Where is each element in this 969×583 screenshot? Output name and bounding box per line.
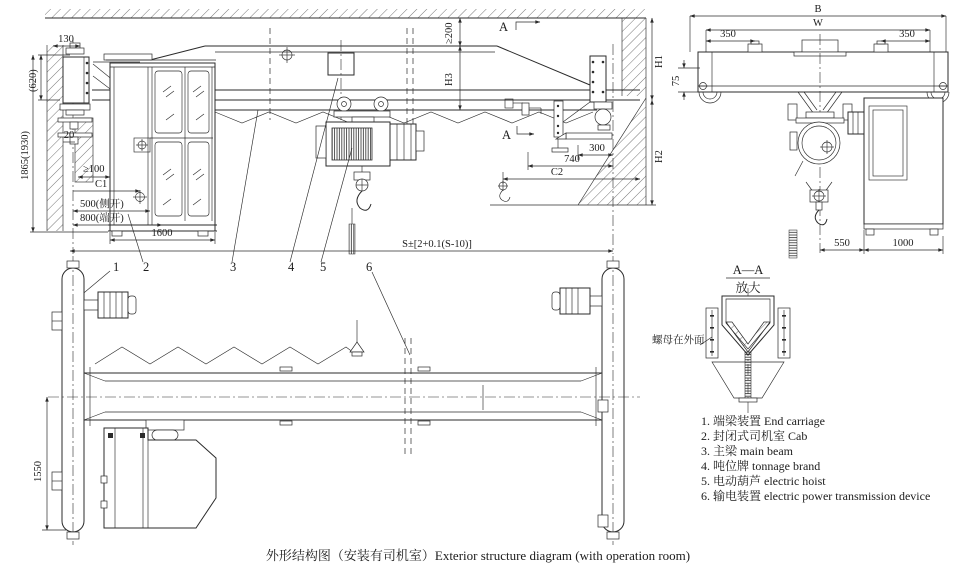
legend-item-3: 3. 主梁 main beam bbox=[701, 444, 793, 458]
side-elevation-view bbox=[20, 9, 665, 254]
legend-item-1: 1. 端梁装置 End carriage bbox=[701, 414, 825, 428]
cable-drum bbox=[332, 128, 372, 160]
festoon-wire-plan bbox=[95, 320, 364, 364]
dim-130: 130 bbox=[58, 34, 74, 45]
part-number-4: 4 bbox=[288, 260, 295, 274]
dim-1600: 1600 bbox=[151, 228, 173, 239]
dim-500: 500(侧开) bbox=[80, 199, 124, 210]
cable-coil bbox=[789, 230, 797, 258]
plan-view-dimensions bbox=[33, 397, 66, 530]
dim-1865: 1865(1930) bbox=[20, 131, 31, 180]
drawing-caption: 外形结构图（安装有司机室）Exterior structure diagram (with operation room) bbox=[265, 548, 691, 563]
electric-hoist-end-view bbox=[788, 92, 874, 258]
ceiling-hatch bbox=[45, 9, 646, 18]
hoist-motor bbox=[390, 124, 416, 160]
dim-800: 800(端开) bbox=[80, 213, 124, 224]
dim-h3: H3 bbox=[444, 73, 455, 86]
dim-c2: C2 bbox=[550, 167, 564, 178]
dim-h1: H1 bbox=[654, 55, 665, 68]
dim-h2: H2 bbox=[654, 150, 665, 163]
dim-1000: 1000 bbox=[892, 238, 914, 249]
dim-300: 300 bbox=[589, 143, 605, 154]
cab-end-view bbox=[864, 98, 943, 235]
plan-view bbox=[33, 256, 640, 545]
section-detail-note: 螺母在外面 bbox=[652, 335, 705, 346]
legend-item-5: 5. 电动葫芦 electric hoist bbox=[701, 474, 826, 488]
electric-hoist-side bbox=[316, 97, 424, 210]
dim-550: 550 bbox=[834, 238, 850, 249]
dim-350-left: 350 bbox=[720, 29, 736, 40]
legend bbox=[701, 413, 930, 503]
part-number-2: 2 bbox=[143, 260, 150, 274]
festoon-wire-side bbox=[215, 112, 593, 123]
hook-side bbox=[357, 191, 371, 210]
dim-1550: 1550 bbox=[33, 461, 44, 482]
dim-w: W bbox=[813, 18, 823, 29]
dim-b: B bbox=[814, 4, 822, 15]
dim-ge200: ≥200 bbox=[444, 22, 455, 44]
dim-75: 75 bbox=[671, 75, 682, 87]
dim-ge100: ≥100 bbox=[83, 164, 105, 175]
section-detail-title: A—A bbox=[732, 263, 764, 277]
dim-span: S±[2+0.1(S-10)] bbox=[402, 239, 472, 250]
section-label-bottom: A bbox=[501, 128, 511, 142]
dim-c1: C1 bbox=[95, 179, 108, 190]
collector-pin bbox=[349, 224, 355, 254]
dim-740: 740 bbox=[564, 154, 580, 165]
section-label-top: A bbox=[498, 20, 508, 34]
legend-item-2: 2. 封闭式司机室 Cab bbox=[701, 429, 808, 443]
end-view bbox=[671, 4, 949, 258]
electric-hoist-plan bbox=[146, 420, 184, 440]
hook-datum-symbol bbox=[498, 181, 510, 201]
lower-bracket bbox=[712, 352, 784, 402]
part-number-3: 3 bbox=[230, 260, 237, 274]
part-number-5: 5 bbox=[320, 260, 327, 274]
part-number-1: 1 bbox=[113, 260, 120, 274]
right-wall-hatch bbox=[622, 18, 646, 96]
dim-20: 20 bbox=[63, 130, 75, 141]
section-detail-subtitle: 放大 bbox=[735, 281, 761, 295]
section-a-a-detail bbox=[652, 263, 790, 418]
dim-620: (620) bbox=[28, 69, 39, 92]
legend-item-4: 4. 吨位牌 tonnage brand bbox=[701, 459, 821, 473]
end-carriage-plan-right bbox=[552, 256, 624, 545]
dim-350-right: 350 bbox=[899, 29, 915, 40]
section-marker-a bbox=[499, 20, 540, 142]
part-number-6: 6 bbox=[366, 260, 373, 274]
legend-item-6: 6. 输电装置 electric power transmission device bbox=[701, 489, 931, 503]
left-wall-hatch bbox=[47, 45, 63, 231]
cab-plan bbox=[101, 428, 216, 528]
hook-end-view bbox=[815, 210, 827, 225]
